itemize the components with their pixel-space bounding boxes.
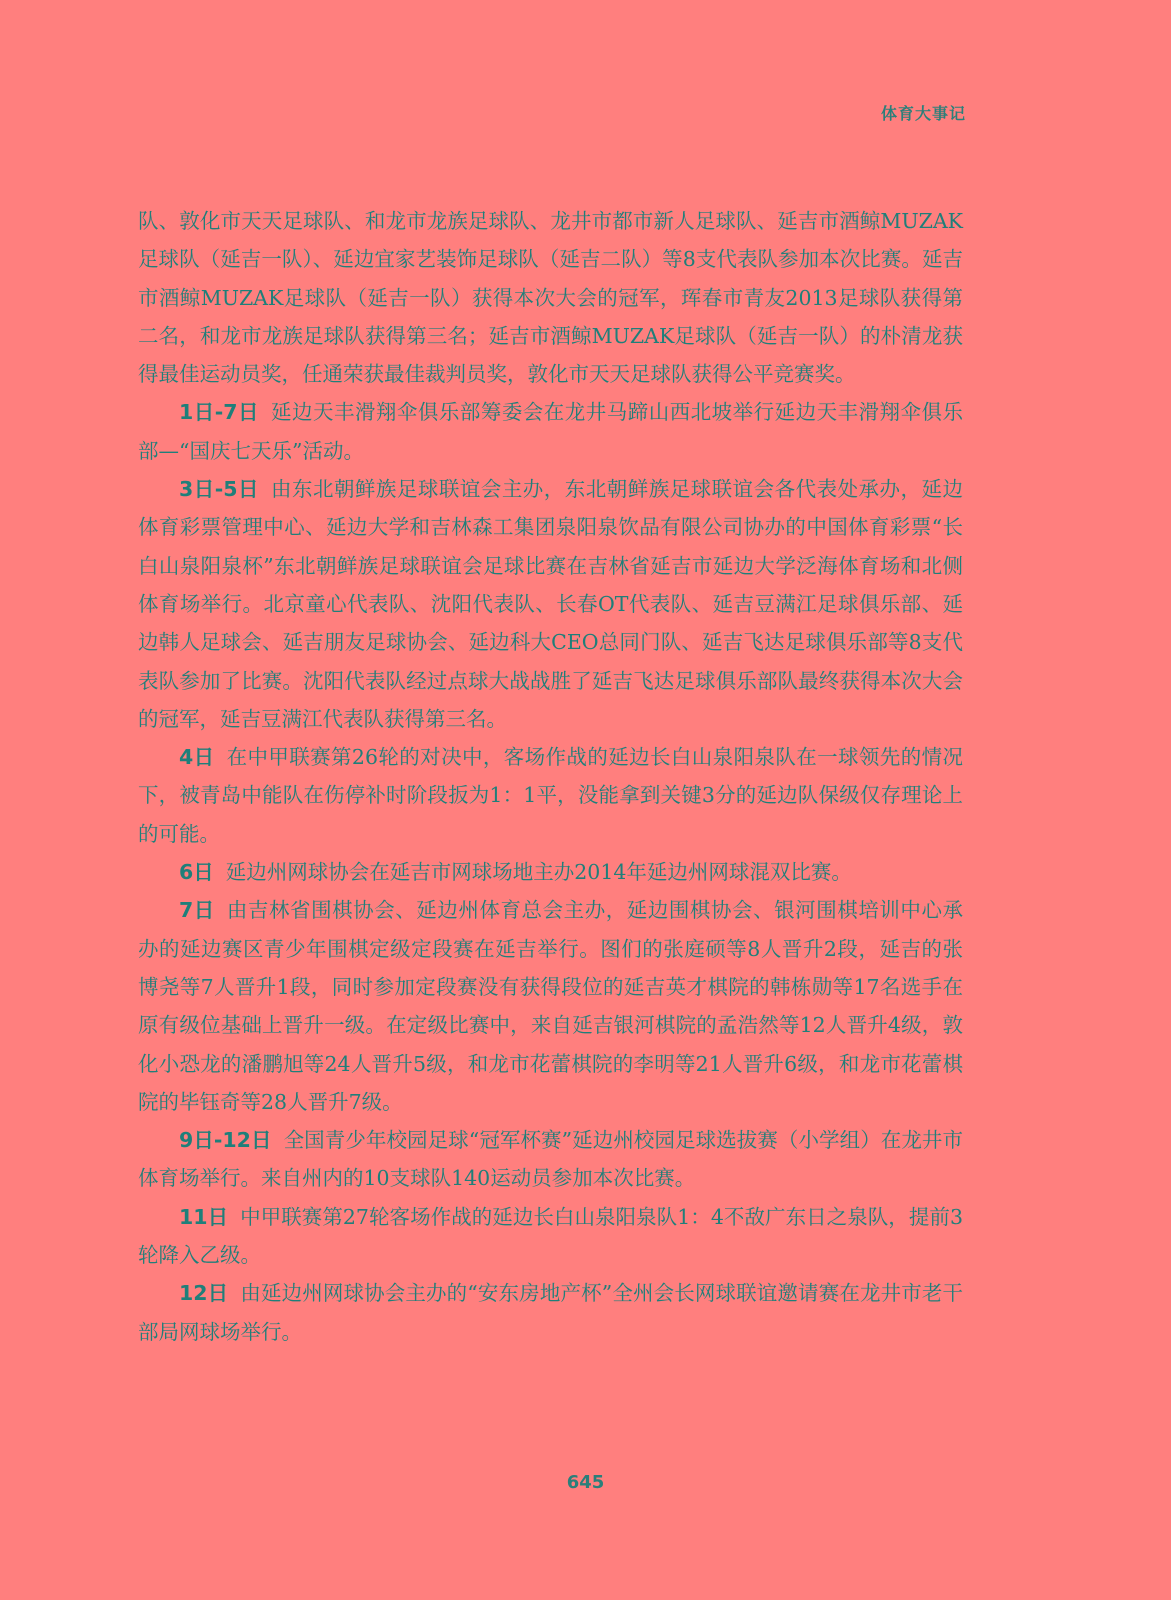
entry-paragraph: [138, 1198, 963, 1275]
entry-text: 由延边州网球协会主办的“安东房地产杯”全州会长网球联谊邀请赛在龙井市老干部局网球场举行。: [138, 1281, 964, 1344]
entry-text: 中甲联赛第27轮客场作战的延边长白山泉阳泉队1：4不敌广东日之泉队，提前3轮降入乙级。: [138, 1204, 963, 1268]
entry-paragraph: [138, 853, 963, 891]
entry-text: 延边州网球协会在延吉市网球场地主办2014年延边州网球混双比赛。: [225, 860, 852, 885]
entry-date: 6日: [179, 860, 214, 885]
entry-date: 3日-5日: [179, 477, 259, 502]
entry-date: 12日: [179, 1281, 229, 1306]
entry-paragraph: [138, 1121, 963, 1198]
paragraph-continuation: [138, 202, 963, 393]
entry-date: 7日: [179, 898, 215, 923]
entry-paragraph: [138, 891, 963, 1121]
article-body: [138, 202, 963, 1351]
entry-text: 全国青少年校园足球“冠军杯赛”延边州校园足球选拔赛（小学组）在龙井市体育场举行。来自州内的10支球队140运动员参加本次比赛。: [138, 1128, 963, 1191]
entry-text: 在中甲联赛第26轮的对决中，客场作战的延边长白山泉阳泉队在一球领先的情况下，被青岛中能队在伤停补时阶段扳为1：1平，没能拿到关键3分的延边队保级仅存理论上的可能。: [138, 745, 964, 846]
paragraph-text: 队、敦化市天天足球队、和龙市龙族足球队、龙井市都市新人足球队、延吉市酒鲸MUZAK足球队（延吉一队）、延边宜家艺装饰足球队（延吉二队）等8支代表队参加本次比赛。延吉市酒鲸MUZAK足球队（延吉一队）获得本次大会的冠军，珲春市青友2013足球队获得第二名，和龙市龙族足球队获得第三名；延吉市酒鲸MUZAK足球队（延吉一队）的朴清龙获得最佳运动员奖，任通荣获最佳裁判员奖，敦化市天天足球队获得公平竞赛奖。: [138, 209, 963, 387]
entry-paragraph: [138, 738, 963, 853]
running-header: 体育大事记: [880, 104, 966, 123]
entry-date: 9日-12日: [179, 1128, 272, 1153]
entry-date: 4日: [179, 745, 215, 770]
entry-paragraph: [138, 470, 963, 738]
entry-text: 延边天丰滑翔伞俱乐部筹委会在龙井马蹄山西北坡举行延边天丰滑翔伞俱乐部—“国庆七天乐”活动。: [138, 400, 963, 463]
entry-paragraph: [138, 1274, 963, 1351]
entry-text: 由东北朝鲜族足球联谊会主办，东北朝鲜族足球联谊会各代表处承办，延边体育彩票管理中心、延边大学和吉林森工集团泉阳泉饮品有限公司协办的中国体育彩票“长白山泉阳泉杯”东北朝鲜族足球联谊会足球比赛在吉林省延吉市延边大学泛海体育场和北侧体育场举行。北京童心代表队、沈阳代表队、长春OT代表队、延吉豆满江足球俱乐部、延边韩人足球会、延吉朋友足球协会、延边科大CEO总同门队、延吉飞达足球俱乐部等8支代表队参加了比赛。沈阳代表队经过点球大战战胜了延吉飞达足球俱乐部队最终获得本次大会的冠军，延吉豆满江代表队获得第三名。: [138, 477, 963, 731]
entry-paragraph: [138, 393, 963, 470]
page-number: 645: [566, 1472, 605, 1493]
entry-text: 由吉林省围棋协会、延边州体育总会主办，延边围棋协会、银河围棋培训中心承办的延边赛区青少年围棋定级定段赛在延吉举行。图们的张庭硕等8人晋升2段，延吉的张博尧等7人晋升1段，同时参加定段赛没有获得段位的延吉英才棋院的韩栋勋等17名选手在原有级位基础上晋升一级。在定级比赛中，来自延吉银河棋院的孟浩然等12人晋升4级，敦化小恐龙的潘鹏旭等24人晋升5级，和龙市花蕾棋院的李明等21人晋升6级，和龙市花蕾棋院的毕钰奇等28人晋升7级。: [138, 898, 964, 1114]
entry-date: 1日-7日: [179, 400, 259, 425]
entry-date: 11日: [179, 1204, 229, 1229]
